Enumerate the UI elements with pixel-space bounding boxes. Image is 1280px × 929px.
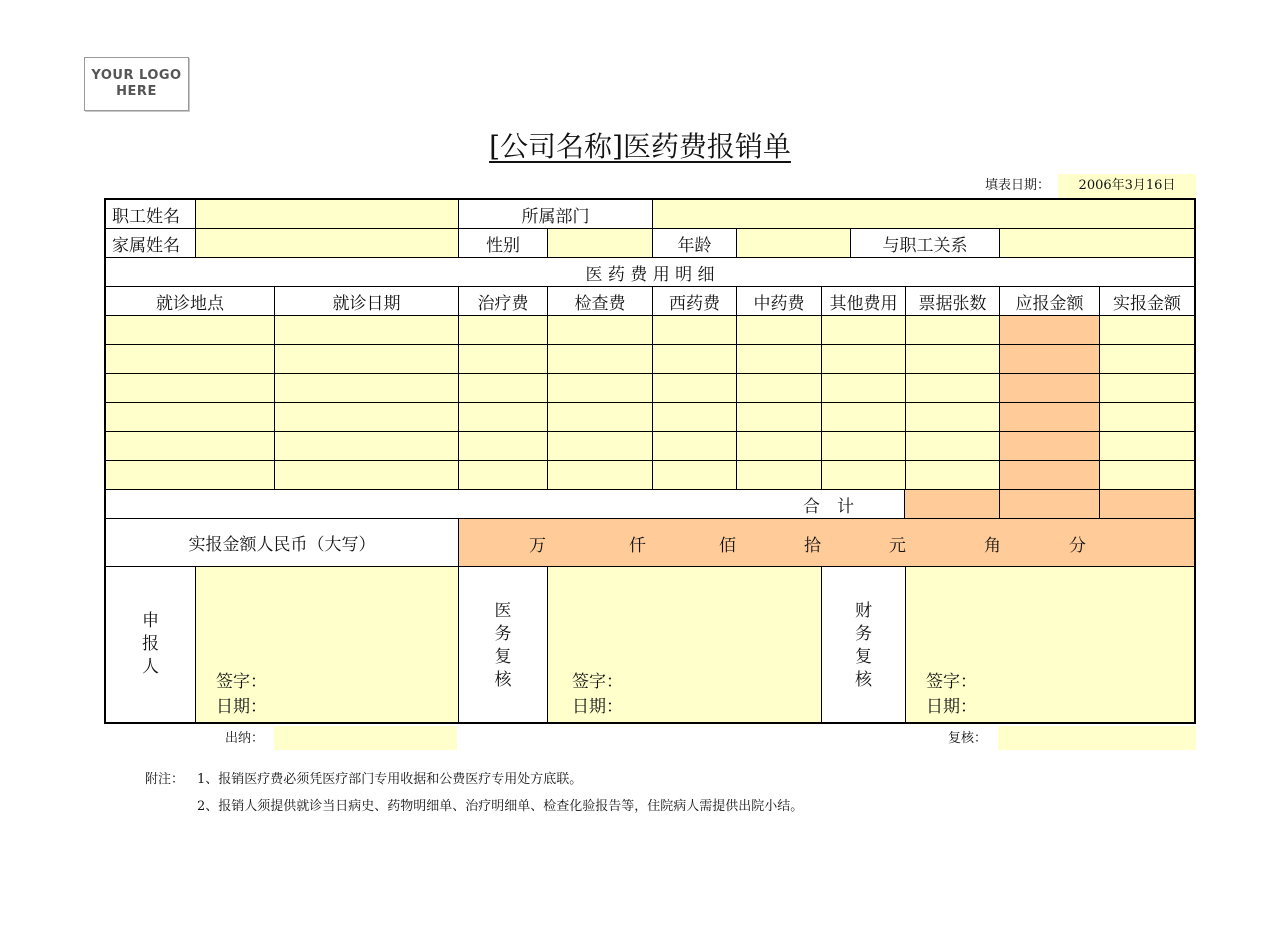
rmb-unit: 仟 bbox=[629, 536, 646, 556]
notes-label: 附注： bbox=[145, 772, 185, 787]
detail-cell[interactable] bbox=[459, 345, 548, 374]
finance-review-label-char: 核 bbox=[855, 670, 872, 690]
detail-cell[interactable] bbox=[1100, 461, 1194, 490]
detail-cell[interactable] bbox=[459, 316, 548, 345]
detail-cell[interactable] bbox=[275, 374, 459, 403]
detail-cell[interactable] bbox=[106, 432, 275, 461]
applicant-label-char: 申 bbox=[142, 611, 159, 631]
age-label: 年龄 bbox=[653, 229, 737, 258]
total-label: 合 计 bbox=[106, 490, 905, 519]
rmb-unit: 佰 bbox=[719, 536, 736, 556]
detail-cell[interactable] bbox=[1100, 345, 1194, 374]
age-field[interactable] bbox=[737, 229, 851, 258]
detail-cell[interactable] bbox=[822, 403, 906, 432]
applicant-sign-block bbox=[216, 670, 267, 720]
detail-cell[interactable] bbox=[906, 461, 1000, 490]
medical-review-label bbox=[459, 567, 548, 722]
column-header: 中药费 bbox=[737, 287, 822, 316]
detail-cell[interactable] bbox=[548, 374, 653, 403]
detail-cell[interactable] bbox=[737, 316, 822, 345]
detail-cell[interactable] bbox=[275, 432, 459, 461]
finance-date-label: 日期： bbox=[926, 697, 977, 717]
detail-cell[interactable] bbox=[1100, 403, 1194, 432]
employee-name-field[interactable] bbox=[196, 200, 459, 229]
detail-cell[interactable] bbox=[548, 403, 653, 432]
column-header: 实报金额 bbox=[1100, 287, 1194, 316]
cashier-label: 出纳： bbox=[225, 731, 265, 746]
total-claimed-amount-field[interactable] bbox=[1000, 490, 1100, 519]
rmb-unit: 角 bbox=[984, 536, 1001, 556]
finance-review-label-char: 财 bbox=[855, 601, 872, 621]
relation-field[interactable] bbox=[1000, 229, 1194, 258]
detail-cell[interactable] bbox=[459, 432, 548, 461]
detail-cell[interactable] bbox=[548, 432, 653, 461]
detail-cell[interactable] bbox=[737, 432, 822, 461]
family-name-field[interactable] bbox=[196, 229, 459, 258]
detail-cell[interactable] bbox=[906, 345, 1000, 374]
detail-cell[interactable] bbox=[275, 461, 459, 490]
detail-cell[interactable] bbox=[459, 461, 548, 490]
column-header: 就诊日期 bbox=[275, 287, 459, 316]
notes-section bbox=[145, 766, 803, 820]
detail-cell[interactable] bbox=[906, 374, 1000, 403]
detail-cell[interactable] bbox=[822, 374, 906, 403]
gender-field[interactable] bbox=[548, 229, 653, 258]
finance-review-label-char: 复 bbox=[855, 647, 872, 667]
detail-cell[interactable] bbox=[1000, 403, 1100, 432]
applicant-sign-label: 签字： bbox=[216, 672, 267, 692]
detail-cell[interactable] bbox=[653, 461, 737, 490]
reviewer-field[interactable] bbox=[998, 726, 1196, 750]
detail-cell[interactable] bbox=[653, 316, 737, 345]
detail-cell[interactable] bbox=[653, 374, 737, 403]
detail-cell[interactable] bbox=[1000, 461, 1100, 490]
total-actual-amount-field[interactable] bbox=[1100, 490, 1194, 519]
logo-line-2: HERE bbox=[116, 84, 157, 99]
detail-section-title: 医 药 费 用 明 细 bbox=[106, 258, 1194, 287]
detail-cell[interactable] bbox=[459, 374, 548, 403]
family-name-label: 家属姓名 bbox=[106, 229, 196, 258]
column-header: 票据张数 bbox=[906, 287, 1000, 316]
applicant-signature-field[interactable] bbox=[196, 567, 459, 722]
detail-cell[interactable] bbox=[1100, 316, 1194, 345]
rmb-unit: 拾 bbox=[804, 536, 821, 556]
detail-cell[interactable] bbox=[822, 345, 906, 374]
detail-cell[interactable] bbox=[459, 403, 548, 432]
detail-cell[interactable] bbox=[275, 403, 459, 432]
detail-cell[interactable] bbox=[1000, 316, 1100, 345]
medical-review-label-char: 核 bbox=[494, 670, 512, 690]
detail-cell[interactable] bbox=[548, 345, 653, 374]
medical-review-label-char: 医 bbox=[494, 601, 512, 621]
detail-cell[interactable] bbox=[737, 374, 822, 403]
medical-sign-label: 签字： bbox=[572, 672, 623, 692]
rmb-unit-list bbox=[459, 519, 1194, 566]
detail-cell[interactable] bbox=[737, 461, 822, 490]
column-header: 就诊地点 bbox=[106, 287, 275, 316]
detail-cell[interactable] bbox=[822, 432, 906, 461]
detail-cell[interactable] bbox=[548, 316, 653, 345]
detail-cell[interactable] bbox=[106, 374, 275, 403]
form-title: [公司名称]医药费报销单 bbox=[489, 130, 791, 163]
department-label: 所属部门 bbox=[459, 200, 653, 229]
detail-cell[interactable] bbox=[548, 461, 653, 490]
column-header: 治疗费 bbox=[459, 287, 548, 316]
finance-review-label bbox=[822, 567, 906, 722]
column-header: 其他费用 bbox=[822, 287, 906, 316]
gender-label: 性别 bbox=[459, 229, 548, 258]
medical-sign-block bbox=[572, 670, 623, 720]
detail-cell[interactable] bbox=[822, 461, 906, 490]
detail-cell[interactable] bbox=[275, 316, 459, 345]
detail-cell[interactable] bbox=[1100, 374, 1194, 403]
detail-cell[interactable] bbox=[822, 316, 906, 345]
total-receipt-count-field[interactable] bbox=[905, 490, 1000, 519]
column-header: 检查费 bbox=[548, 287, 653, 316]
detail-cell[interactable] bbox=[906, 316, 1000, 345]
column-header: 应报金额 bbox=[1000, 287, 1100, 316]
reviewer-label: 复核： bbox=[948, 731, 988, 746]
column-header: 西药费 bbox=[653, 287, 737, 316]
logo-line-1: YOUR LOGO bbox=[91, 68, 182, 83]
finance-sign-block bbox=[926, 670, 977, 720]
applicant-label bbox=[106, 567, 196, 722]
applicant-date-label: 日期： bbox=[216, 697, 267, 717]
detail-cell[interactable] bbox=[737, 403, 822, 432]
medical-date-label: 日期： bbox=[572, 697, 623, 717]
fill-date-label: 填表日期： bbox=[984, 178, 1050, 193]
rmb-uppercase-label: 实报金额人民币（大写） bbox=[106, 519, 459, 567]
detail-cell[interactable] bbox=[106, 316, 275, 345]
medical-review-label-char: 务 bbox=[494, 624, 512, 644]
applicant-label-char: 报 bbox=[142, 634, 159, 654]
detail-cell[interactable] bbox=[1000, 345, 1100, 374]
rmb-unit: 分 bbox=[1069, 536, 1086, 556]
company-logo-placeholder bbox=[84, 57, 189, 111]
relation-label: 与职工关系 bbox=[851, 229, 1000, 258]
detail-cell[interactable] bbox=[1100, 432, 1194, 461]
department-field[interactable] bbox=[653, 200, 1194, 229]
detail-cell[interactable] bbox=[106, 461, 275, 490]
detail-cell[interactable] bbox=[653, 432, 737, 461]
note-line-2: 2、报销人须提供就诊当日病史、药物明细单、治疗明细单、检查化验报告等，住院病人需提供出院小结。 bbox=[197, 799, 804, 814]
finance-review-label-char: 务 bbox=[855, 624, 872, 644]
finance-review-signature-field[interactable] bbox=[906, 567, 1194, 722]
reimbursement-form bbox=[104, 198, 1196, 724]
detail-cell[interactable] bbox=[1000, 374, 1100, 403]
detail-cell[interactable] bbox=[1000, 432, 1100, 461]
medical-review-signature-field[interactable] bbox=[548, 567, 822, 722]
detail-cell[interactable] bbox=[275, 345, 459, 374]
rmb-unit: 元 bbox=[889, 536, 906, 556]
cashier-field[interactable] bbox=[274, 726, 457, 750]
detail-cell[interactable] bbox=[106, 345, 275, 374]
finance-sign-label: 签字： bbox=[926, 672, 977, 692]
detail-cell[interactable] bbox=[906, 403, 1000, 432]
fill-date-field[interactable]: 2006年3月16日 bbox=[1058, 174, 1196, 198]
note-line-1: 1、报销医疗费必须凭医疗部门专用收据和公费医疗专用处方底联。 bbox=[197, 772, 583, 787]
employee-name-label: 职工姓名 bbox=[106, 200, 196, 229]
detail-cell[interactable] bbox=[653, 345, 737, 374]
rmb-unit: 万 bbox=[529, 536, 546, 556]
detail-cell[interactable] bbox=[906, 432, 1000, 461]
medical-review-label-char: 复 bbox=[494, 647, 512, 667]
detail-cell[interactable] bbox=[106, 403, 275, 432]
detail-cell[interactable] bbox=[737, 345, 822, 374]
detail-cell[interactable] bbox=[653, 403, 737, 432]
rmb-uppercase-field[interactable] bbox=[459, 519, 1194, 567]
applicant-label-char: 人 bbox=[142, 657, 159, 677]
